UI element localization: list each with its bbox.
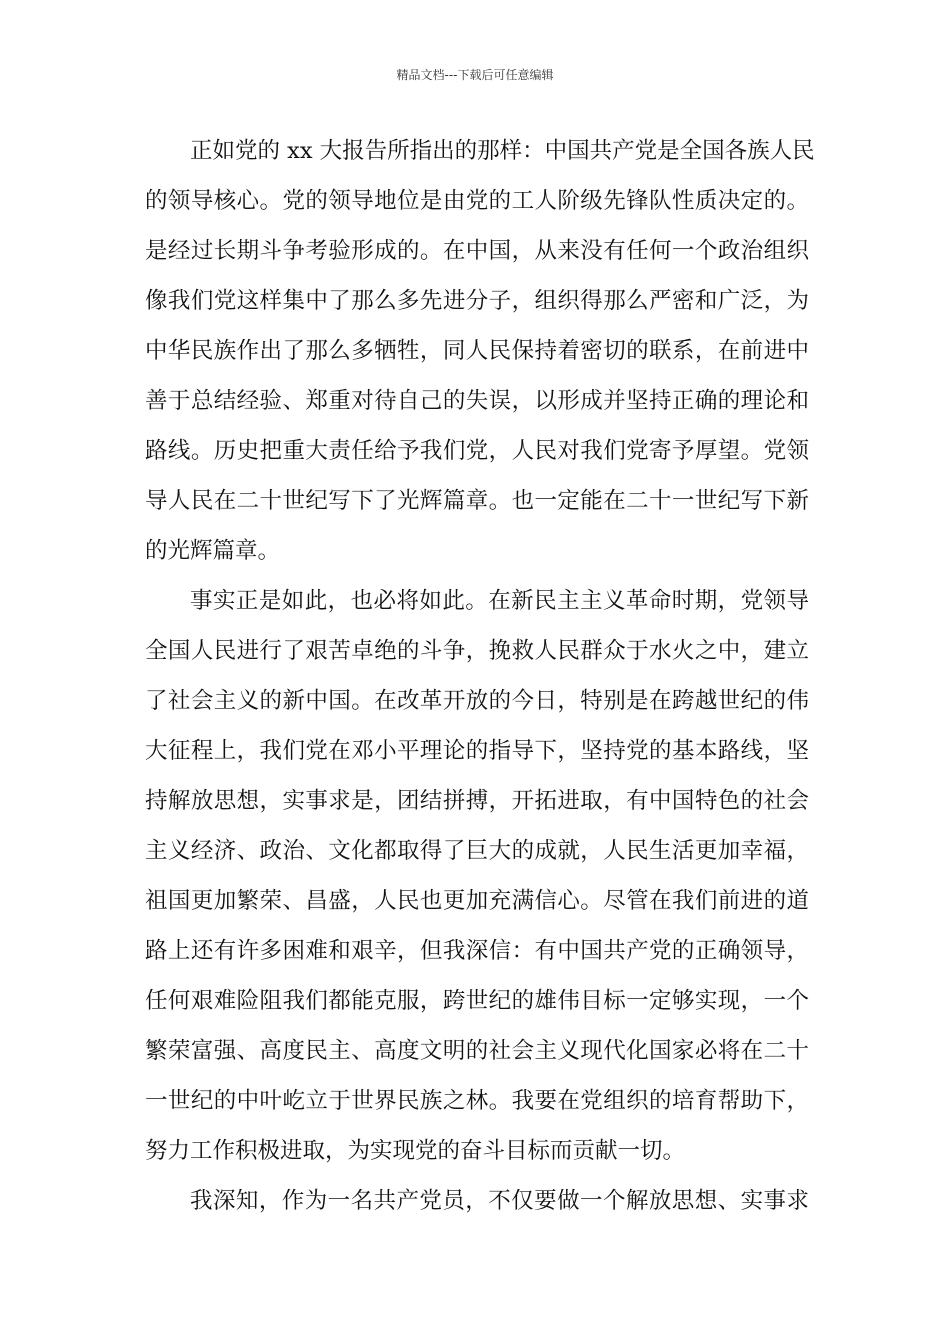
document-body — [145, 126, 815, 1226]
text-line: 主义经济、政治、文化都取得了巨大的成就，人民生活更加幸福， — [145, 838, 809, 864]
text-line: 祖国更加繁荣、昌盛，人民也更加充满信心。尽管在我们前进的道 — [145, 888, 809, 914]
paragraph-2 — [145, 576, 809, 1176]
text-line: 中华民族作出了那么多牺牲，同人民保持着密切的联系，在前进中 — [145, 338, 809, 364]
text-line: 一世纪的中叶屹立于世界民族之林。我要在党组织的培育帮助下， — [145, 1088, 809, 1114]
text-line: 正如党的 xx 大报告所指出的那样：中国共产党是全国各族人民 — [190, 138, 815, 164]
text-line: 努力工作积极进取，为实现党的奋斗目标而贡献一切。 — [145, 1138, 686, 1164]
text-line: 全国人民进行了艰苦卓绝的斗争，挽救人民群众于水火之中，建立 — [145, 638, 809, 664]
text-line: 任何艰难险阻我们都能克服，跨世纪的雄伟目标一定够实现，一个 — [145, 988, 809, 1014]
text-line: 导人民在二十世纪写下了光辉篇章。也一定能在二十一世纪写下新 — [145, 488, 809, 514]
text-line: 事实正是如此，也必将如此。在新民主主义革命时期，党领导 — [190, 588, 809, 614]
text-line: 善于总结经验、郑重对待自己的失误，以形成并坚持正确的理论和 — [145, 388, 809, 414]
text-line: 的光辉篇章。 — [145, 538, 281, 564]
text-line: 的领导核心。党的领导地位是由党的工人阶级先锋队性质决定的。 — [145, 188, 809, 214]
text-line: 了社会主义的新中国。在改革开放的今日，特别是在跨越世纪的伟 — [145, 688, 809, 714]
text-line: 路线。历史把重大责任给予我们党，人民对我们党寄予厚望。党领 — [145, 438, 809, 464]
paragraph-1 — [145, 126, 815, 576]
page-header: 精品文档---下载后可任意编辑 — [396, 68, 554, 82]
text-line: 繁荣富强、高度民主、高度文明的社会主义现代化国家必将在二十 — [145, 1038, 809, 1064]
text-line: 大征程上，我们党在邓小平理论的指导下，坚持党的基本路线，坚 — [145, 738, 809, 764]
text-line: 持解放思想，实事求是，团结拼搏，开拓进取，有中国特色的社会 — [145, 788, 809, 814]
text-line: 路上还有许多困难和艰辛，但我深信：有中国共产党的正确领导， — [145, 938, 809, 964]
paragraph-3 — [145, 1176, 809, 1226]
text-line: 像我们党这样集中了那么多先进分子，组织得那么严密和广泛，为 — [145, 288, 809, 314]
text-line: 我深知，作为一名共产党员，不仅要做一个解放思想、实事求 — [190, 1188, 809, 1214]
text-line: 是经过长期斗争考验形成的。在中国，从来没有任何一个政治组织 — [145, 238, 809, 264]
